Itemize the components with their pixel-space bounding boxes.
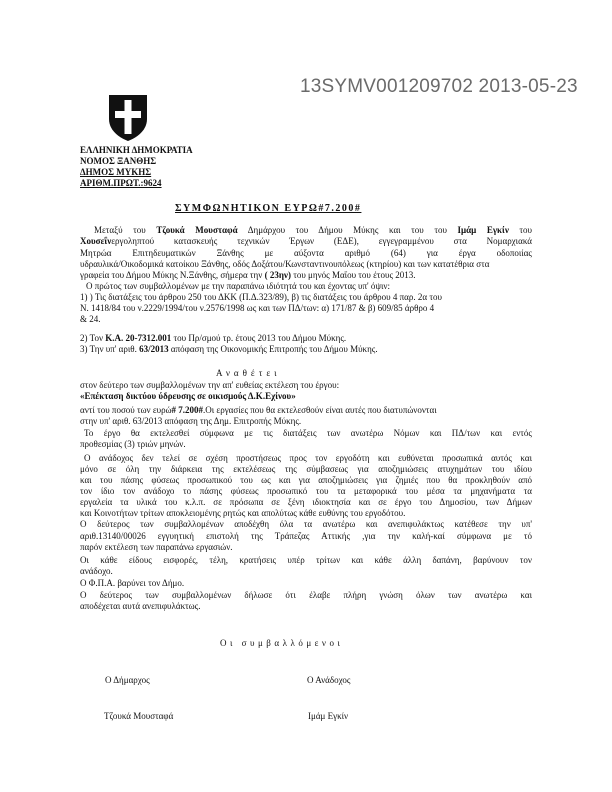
terms-p1-line-1: Ο ανάδοχος δεν τελεί σε σχέση προστήσεως προς τον εργοδότη και ευθύνεται προσωπικά αυτός και bbox=[84, 453, 532, 463]
terms-p1-line-6: και Κοινοτήτων τρίτων αποκλειομένης ρητώς και απολύτως κάθε ευθύνης του εργοδότου. bbox=[80, 508, 406, 518]
terms-p5-line-2: αποδέχεται αυτά ανεπιφυλάκτως. bbox=[80, 601, 201, 611]
left-signatory-role: Ο Δήμαρχος bbox=[105, 675, 150, 685]
terms-p4: Ο Φ.Π.Α. βαρύνει τον Δήμο. bbox=[80, 578, 185, 588]
consideration-1-line-2: Ν. 1418/84 του ν.2229/1994/του ν.2576/1998 ως και των ΠΔ/των: α) 171/87 & β) 609/85 άρθρο 4 bbox=[80, 303, 435, 313]
intro-line-5: γραφεία του Δήμου Μύκης Ν.Ξάνθης, σήμερα την ( 23ην) του μηνός Μαΐου του έτους 2013. bbox=[80, 270, 416, 280]
assignment-line-3: αντί του ποσού των ευρώ# 7.200#.Οι εργασίες που θα εκτελεσθούν είναι αυτές που διατυπώνονται bbox=[80, 405, 437, 415]
terms-p2-line-1: Ο δεύτερος των συμβαλλομένων αποδέχθη όλα τα ανωτέρω και ανεπιφυλάκτως κατέθεσε την υπ' bbox=[80, 519, 532, 529]
contract-title: ΣΥΜΦΩΝΗΤΙΚΟΝ ΕΥΡΩ#7.200# bbox=[175, 203, 362, 214]
consideration-3: 3) Την υπ' αριθ. 63/2013 απόφαση της Οικονομικής Επιτροπής του Δήμου Μύκης. bbox=[80, 344, 378, 354]
consideration-1-line-3: & 24. bbox=[80, 314, 101, 324]
assignment-line-6: προθεσμίας (3) τριών μηνών. bbox=[80, 439, 186, 449]
assignment-heading: Αναθέτει bbox=[216, 368, 281, 378]
header-prefecture: ΝΟΜΟΣ ΞΑΝΘΗΣ bbox=[80, 156, 157, 166]
intro-line-3: Μητρώα Επιτηδευματικών Ξάνθης με αύξοντα αριθμό (64) για έργα οδοποιίας bbox=[80, 248, 532, 258]
intro-line-6: Ο πρώτος των συμβαλλομένων με την παραπάνω ιδιότητά του και έχοντας υπ' όψιν: bbox=[86, 281, 390, 291]
terms-p1-line-2: μόνο σε όλη την διάρκεια της εκτελέσεως της σύμβασεως για αποζημιώσεις ατυχημάτων του ιδίου bbox=[80, 464, 532, 474]
consideration-2: 2) Τον Κ.Α. 20-7312.001 του Πρ/σμού τρ. έτους 2013 του Δήμου Μύκης. bbox=[80, 333, 347, 343]
terms-p1-line-3: και του πάσης φύσεως προσωπικού του ως και για αποζημιώσεις για ζημιές που θα προκληθούν από bbox=[80, 475, 532, 485]
project-name: «Επέκταση δικτύου ύδρευσης σε οικισμούς Δ.Κ.Εχίνου» bbox=[80, 391, 296, 401]
coat-of-arms-emblem bbox=[106, 91, 150, 143]
terms-p2-line-2: αριθ.13140/00026 εγγυητική επιστολή της Τράπεζας Αττικής ,για την καλή-καί σύμφωνα με τό bbox=[80, 531, 532, 541]
terms-p5-line-1: Ο δεύτερος των συμβαλλομένων δήλωσε ότι έλαβε πλήρη γνώση όλων των ανωτέρω και bbox=[80, 590, 532, 600]
document-id: 13SYMV001209702 2013-05-23 bbox=[300, 76, 578, 97]
assignment-line-1: στον δεύτερο των συμβαλλομένων την απ' ευθείας εκτέλεση του έργου: bbox=[80, 380, 340, 390]
consideration-1-line-1: 1) ) Τις διατάξεις του άρθρου 250 του ΔΚΚ (Π.Δ.323/89), β) τις διατάξεις του άρθρου 4 παρ. 2α του bbox=[80, 292, 442, 302]
intro-line-1: Μεταξύ του Τζουκά Μουσταφά Δημάρχου του Δήμου Μύκης και του του Ιμάμ Εγκίν του bbox=[94, 225, 533, 235]
assignment-line-5: Το έργο θα εκτελεσθεί σύμφωνα με τις διατάξεις των ανωτέρω Νόμων και ΠΔ/των και εντός bbox=[84, 428, 532, 438]
intro-line-2: Χουσεΐνεργοληπτού κατασκευής τεχνικών Έργων (ΕΔΕ), εγγεγραμμένου στα Νομαρχιακά bbox=[80, 236, 532, 246]
terms-p3-line-1: Οι κάθε είδους εισφορές, τέλη, κρατήσεις υπέρ τρίτων και κάθε άλλη δαπάνη, βαρύνουν τον bbox=[80, 555, 532, 565]
terms-p2-line-3: παρόν εκτέλεση των παραπάνω εργασιών. bbox=[80, 542, 233, 552]
terms-p1-line-5: εργαλεία τα υλικά του κ.λ.π. σε πρόσωπα σε ξένη ιδιοκτησία και σε έργο του Δημοσίου, των Δήμων bbox=[80, 497, 532, 507]
header-protocol: ΑΡΙΘΜ.ΠΡΩΤ.:9624 bbox=[80, 178, 162, 188]
header-republic: ΕΛΛΗΝΙΚΗ ΔΗΜΟΚΡΑΤΙΑ bbox=[80, 145, 193, 155]
signatures-heading: Οι συμβαλλόμενοι bbox=[220, 638, 344, 648]
left-signatory-name: Τζουκά Μουσταφά bbox=[104, 711, 174, 721]
terms-p1-line-4: τον ίδιο τον ανάδοχο το πάσης φύσεως προσωπικό του τα μεταφορικά του μέσα τα μηχανήματα τα bbox=[80, 486, 532, 496]
right-signatory-role: Ο Ανάδοχος bbox=[307, 675, 351, 685]
header-municipality: ΔΗΜΟΣ ΜΥΚΗΣ bbox=[80, 167, 152, 177]
right-signatory-name: Ιμάμ Εγκίν bbox=[308, 711, 349, 721]
assignment-line-4: στην υπ' αριθ. 63/2013 απόφαση της Δημ. Επιτροπής Μύκης. bbox=[80, 416, 302, 426]
terms-p3-line-2: ανάδοχο. bbox=[80, 566, 113, 576]
intro-line-4: υδραυλικά/Οικοδομικά κατοίκου Ξάνθης, οδός Δοξάτου/Κωνσταντινουπόλεως (κτηρίου) και των κατατέθρια στα bbox=[80, 259, 490, 269]
